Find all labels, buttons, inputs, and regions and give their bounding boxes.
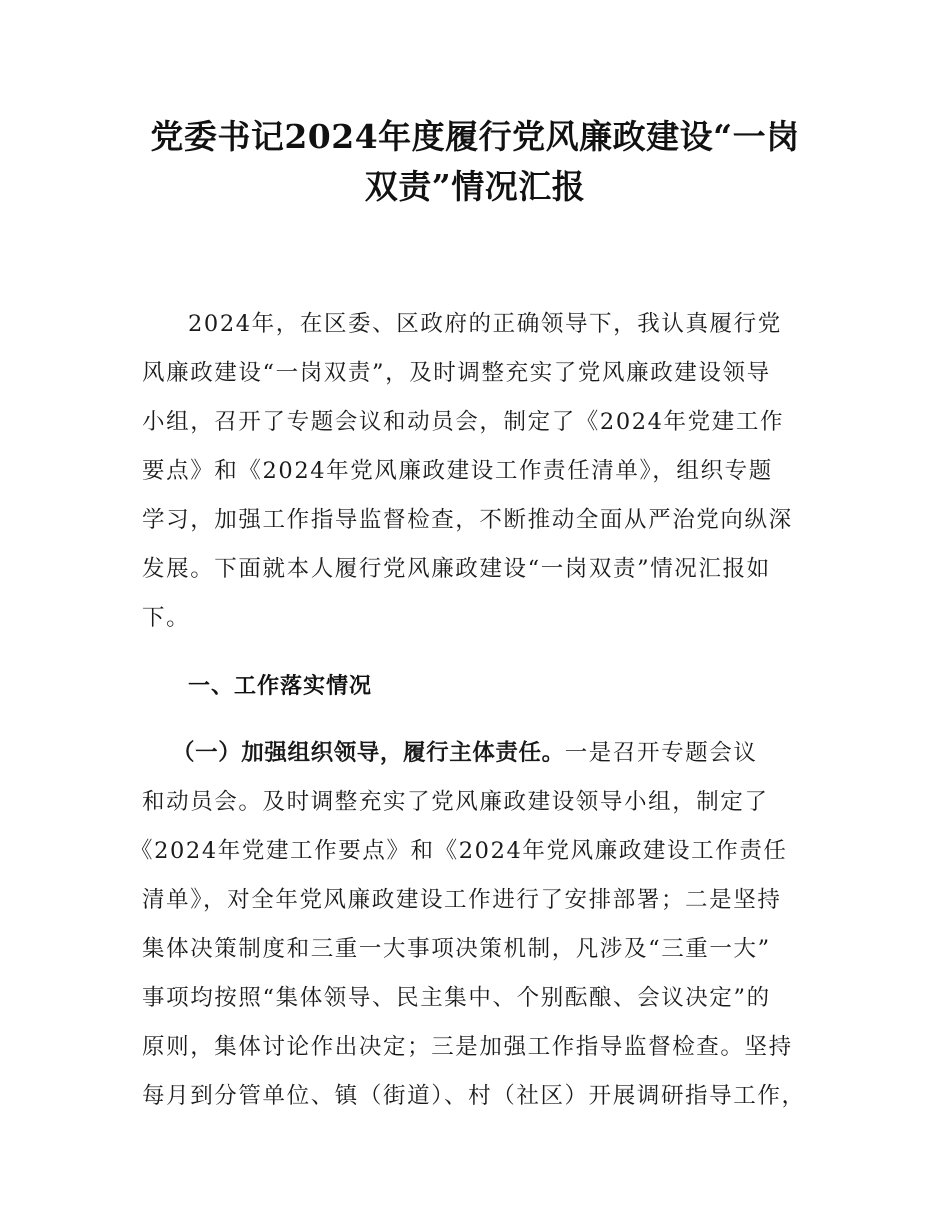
title-line-1: 党委书记2024年度履行党风廉政建设“一岗 xyxy=(150,117,800,156)
intro-line-7: 下。 xyxy=(142,605,191,631)
intro-line-1: 2024年，在区委、区政府的正确领导下，我认真履行党 xyxy=(188,311,782,337)
intro-line-6: 发展。下面就本人履行党风廉政建设“一岗双责”情况汇报如 xyxy=(142,556,771,582)
subsection-line-3: 《2024年党建工作要点》和《2024年党风廉政建设工作责任 xyxy=(130,838,788,864)
subsection-line-2: 和动员会。及时调整充实了党风廉政建设领导小组，制定了 xyxy=(142,789,769,815)
intro-line-4: 要点》和《2024年党风廉政建设工作责任清单》，组织专题 xyxy=(142,458,773,484)
title-line-2: 双责”情况汇报 xyxy=(364,167,586,206)
subsection-line-6: 事项均按照“集体领导、民主集中、个别酝酿、会议决定”的 xyxy=(142,985,771,1011)
intro-line-5: 学习，加强工作指导监督检查，不断推动全面从严治党向纵深 xyxy=(142,507,793,533)
subsection-first-line xyxy=(172,738,758,768)
subsection-line-5: 集体决策制度和三重一大事项决策机制，凡涉及“三重一大” xyxy=(142,936,771,962)
intro-line-3: 小组，召开了专题会议和动员会，制定了《2024年党建工作 xyxy=(142,409,785,435)
subsection-lead: （一）加强组织领导，履行主体责任。 xyxy=(172,740,565,766)
subsection-line-4: 清单》，对全年党风廉政建设工作进行了安排部署；二是坚持 xyxy=(142,887,782,913)
subsection-first-line-rest: 一是召开专题会议 xyxy=(564,740,758,766)
subsection-line-7: 原则，集体讨论作出决定；三是加强工作指导监督检查。坚持 xyxy=(142,1034,793,1060)
intro-line-2: 风廉政建设“一岗双责”，及时调整充实了党风廉政建设领导 xyxy=(142,360,771,386)
document-title xyxy=(120,112,830,212)
section-heading: 一、工作落实情况 xyxy=(188,674,373,699)
subsection-line-8: 每月到分管单位、镇（街道）、村（社区）开展调研指导工作， xyxy=(142,1083,806,1109)
